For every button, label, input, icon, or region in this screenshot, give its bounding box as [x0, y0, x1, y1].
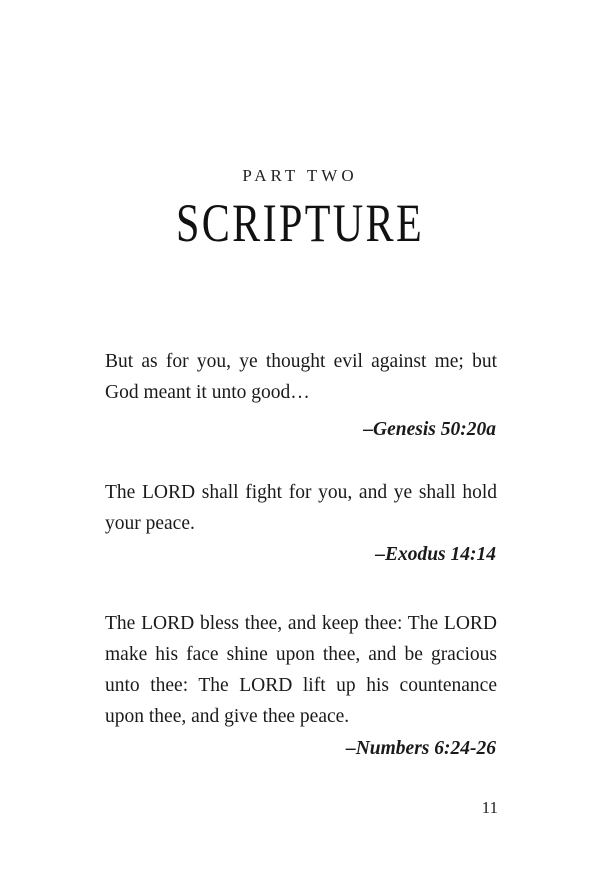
page-number: 11 [481, 798, 498, 817]
reference-numbers: –Numbers 6:24-26 [345, 738, 496, 759]
verse-genesis: But as for you, ye thought evil against me; but God meant it unto good… [105, 351, 497, 403]
reference-genesis: –Genesis 50:20a [363, 419, 496, 440]
verse-exodus: The LORD shall fight for you, and ye shall hold your peace. [105, 482, 497, 534]
verse-numbers: The LORD bless thee, and keep thee: The LORD make his face shine upon thee, and be gracious unto thee: The LORD lift up his countenance upon thee, and give thee peace. [105, 613, 497, 727]
reference-exodus: –Exodus 14:14 [375, 544, 496, 565]
page-title: SCRIPTURE [175, 193, 425, 253]
part-label: PART TWO [242, 166, 358, 185]
